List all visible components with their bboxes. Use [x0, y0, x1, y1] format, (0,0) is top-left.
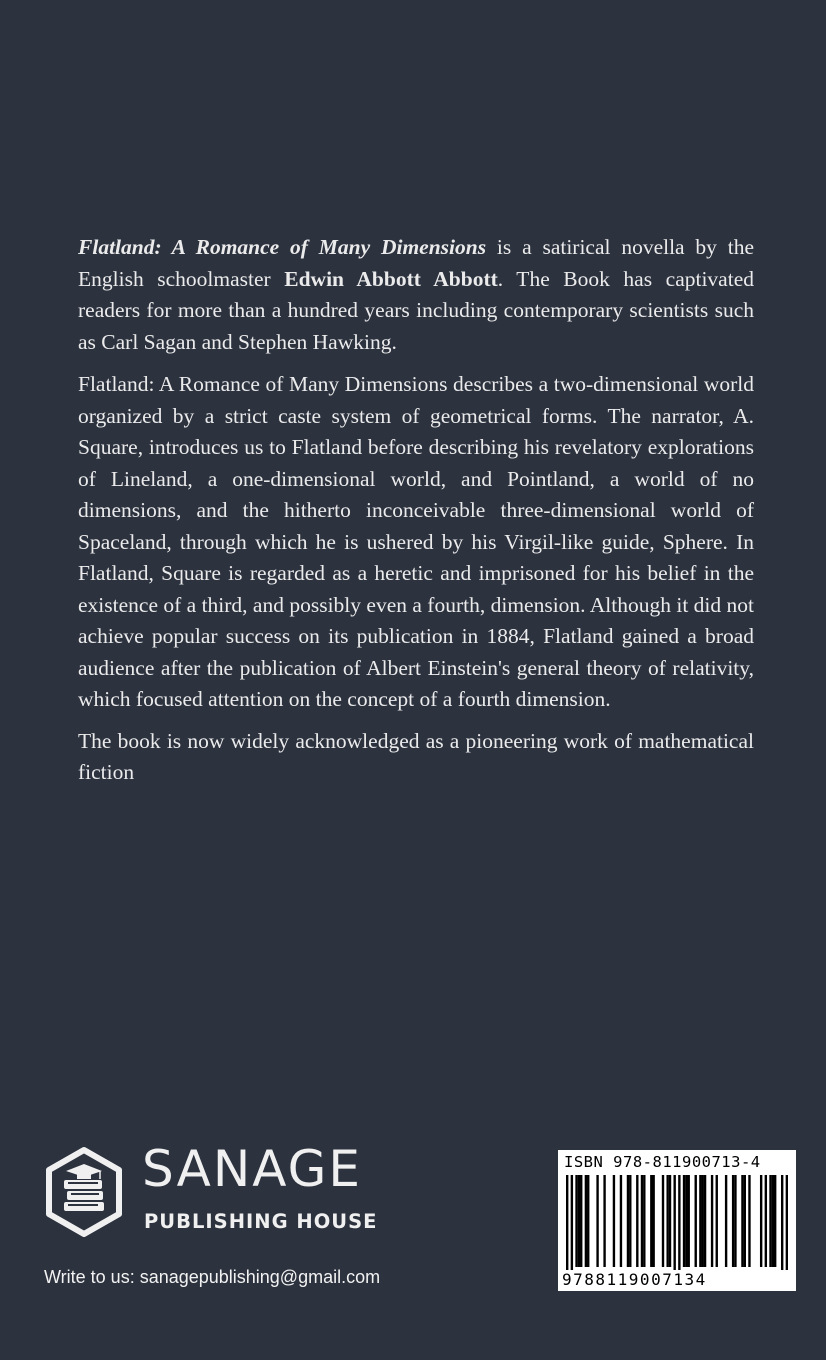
- back-cover-blurb: [78, 232, 754, 799]
- barcode-bar: [760, 1175, 762, 1267]
- barcode-bar: [699, 1175, 701, 1267]
- barcode-bar: [629, 1175, 631, 1267]
- barcode-bar: [732, 1175, 734, 1267]
- publisher-name: SANAGE: [142, 1140, 362, 1198]
- barcode-bar: [741, 1175, 743, 1267]
- barcode-bar: [636, 1175, 638, 1267]
- barcode-bar: [650, 1175, 652, 1267]
- barcode-guard-bar: [571, 1175, 573, 1275]
- barcode-bar: [702, 1175, 704, 1267]
- barcode-bar: [641, 1175, 643, 1267]
- barcode-bar: [688, 1175, 690, 1267]
- barcode-bar: [596, 1175, 598, 1267]
- barcode-guard-bar: [678, 1175, 680, 1275]
- barcode-bar: [734, 1175, 736, 1267]
- barcode-bar: [585, 1175, 587, 1267]
- barcode-bar: [613, 1175, 615, 1267]
- hexagon-books-icon: [44, 1146, 124, 1238]
- contact-line: Write to us: sanagepublishing@gmail.com: [44, 1267, 381, 1287]
- barcode-guard-bar: [786, 1175, 788, 1275]
- barcode-bar: [772, 1175, 774, 1267]
- barcode-bar: [627, 1175, 629, 1267]
- barcode-bar: [652, 1175, 654, 1267]
- barcode-bar: [769, 1175, 771, 1267]
- isbn-label: ISBN 978-811900713-4: [564, 1153, 761, 1171]
- isbn-digits: 9788119007134: [562, 1270, 792, 1289]
- blurb-text: . The Book has captivated readers for more than a hundred years including contemporary scientists such as Carl Sagan and Stephen Hawking.: [78, 266, 754, 354]
- barcode-bars: [566, 1175, 788, 1275]
- barcode-bar: [580, 1175, 582, 1267]
- barcode-bar: [765, 1175, 767, 1267]
- barcode-guard-bar: [781, 1175, 783, 1275]
- barcode-bar: [725, 1175, 727, 1267]
- blurb-paragraph-2: Flatland: A Romance of Many Dimensions describes a two-dimensional world organized by a strict caste system of geometrical forms. The narrator, A. Square, introduces us to Flatland before describing his revelatory explorations of Lineland, a one-dimensional world, and Pointland, a world of no dimensions, and the hitherto inconceivable three-dimensional world of Spaceland, through which he is ushered by his Virgil-like guide, Sphere. In Flatland, Square is regarded as a heretic and imprisoned for his belief in the existence of a third, and possibly even a fourth, dimension. Although it did not achieve popular success on its publication in 1884, Flatland gained a broad audience after the publication of Albert Einstein's general theory of relativity, which focused attention on the concept of a fourth dimension.: [78, 372, 754, 711]
- barcode-bar: [620, 1175, 622, 1267]
- blurb-paragraph-3: The book is now widely acknowledged as a pioneering work of mathematical fiction: [78, 728, 754, 784]
- barcode-bar: [575, 1175, 577, 1267]
- blurb-paragraph-1: [78, 232, 754, 358]
- barcode-bar: [704, 1175, 706, 1267]
- barcode-guard-bar: [566, 1175, 568, 1275]
- isbn-barcode: [558, 1150, 796, 1291]
- barcode-bar: [662, 1175, 664, 1267]
- barcode-bar: [578, 1175, 580, 1267]
- barcode-bar: [669, 1175, 671, 1267]
- barcode-bar: [603, 1175, 605, 1267]
- barcode-bar: [711, 1175, 713, 1267]
- publisher-subtitle: PUBLISHING HOUSE: [144, 1210, 378, 1233]
- author-name: Edwin Abbott Abbott: [284, 266, 498, 291]
- barcode-guard-bar: [673, 1175, 675, 1275]
- publisher-logo: [44, 1140, 384, 1246]
- barcode-bar: [685, 1175, 687, 1267]
- barcode-bar: [774, 1175, 776, 1267]
- barcode-bar: [643, 1175, 645, 1267]
- book-title: Flatland: A Romance of Many Dimensions: [78, 235, 487, 259]
- barcode-bar: [748, 1175, 750, 1267]
- barcode-bar: [716, 1175, 718, 1267]
- barcode-bar: [683, 1175, 685, 1267]
- barcode-bar: [744, 1175, 746, 1267]
- blurb-text: is a satirical novella by the English schoolmaster: [78, 235, 754, 291]
- barcode-bar: [695, 1175, 697, 1267]
- barcode-bar: [587, 1175, 589, 1267]
- barcode-bar: [666, 1175, 668, 1267]
